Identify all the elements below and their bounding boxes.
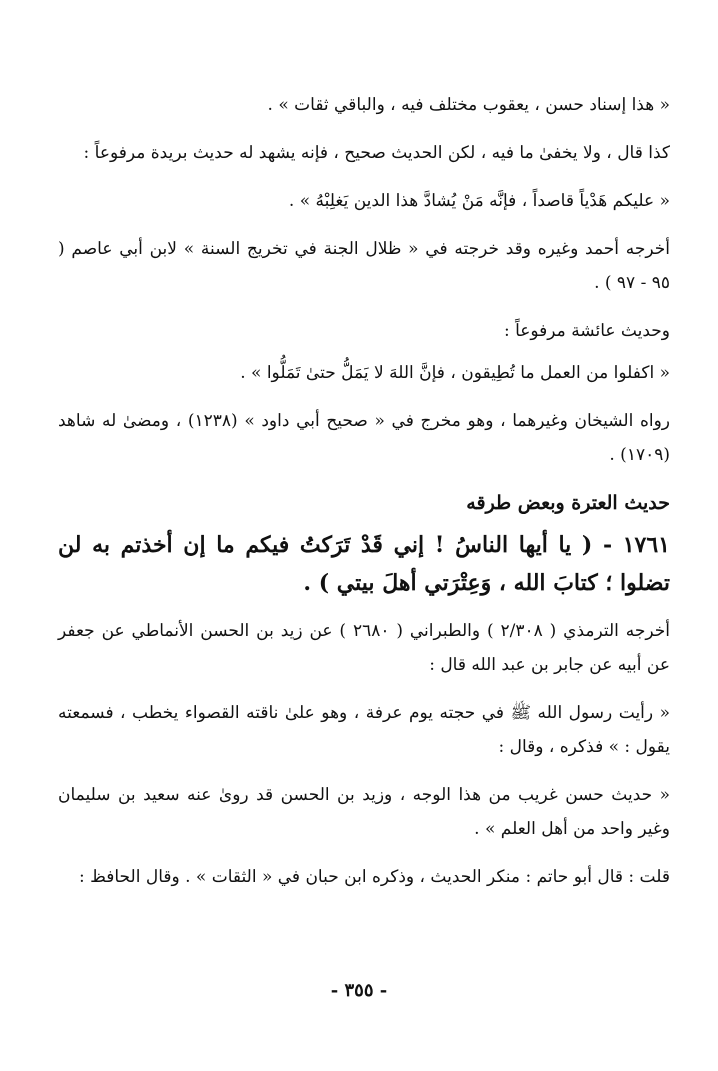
quote-isnad: « هذا إسناد حسن ، يعقوب مختلف فيه ، والباقي ثقات » . <box>267 95 670 115</box>
page-number: - ٣٥٥ - <box>330 980 388 1001</box>
hadith-text: ١٧٦١ - ( يا أيها الناسُ ! إني قَدْ تَرَكتُ فيكم ما إن أخذتم به لن تضلوا ؛ كتابَ الله ، وَعِتْرَتي أهلَ بيتي ) . <box>58 532 670 596</box>
page-body <box>58 88 670 908</box>
takhrij-tirmidhi: أخرجه الترمذي ( ٢/٣٠٨ ) والطبراني ( ٢٦٨٠ ) عن زيد بن الحسن الأنماطي عن جعفر عن أبيه عن جابر بن عبد الله قال : <box>58 621 670 675</box>
quote-tirmidhi-grading: « حديث حسن غريب من هذا الوجه ، وزيد بن الحسن قد روىٰ عنه سعيد بن سليمان وغير واحد من أهل العلم » . <box>58 785 670 839</box>
quote-jabir: « رأيت رسول الله ﷺ في حجته يوم عرفة ، وهو علىٰ ناقته القصواء يخطب ، فسمعته يقول : » فذكره ، وقال : <box>58 703 670 757</box>
commentary-paragraph: كذا قال ، ولا يخفىٰ ما فيه ، لكن الحديث صحيح ، فإنه يشهد له حديث بريدة مرفوعاً : <box>83 143 670 163</box>
quote-hadith-aisha: « اكفلوا من العمل ما تُطِيقون ، فإنَّ اللهَ لا يَمَلُّ حتىٰ تَمَلُّوا » . <box>240 363 670 383</box>
riwayah-paragraph: رواه الشيخان وغيرهما ، وهو مخرج في « صحيح أبي داود » (١٢٣٨) ، ومضىٰ له شاهد (١٧٠٩) . <box>58 411 670 465</box>
takhrij-paragraph: أخرجه أحمد وغيره وقد خرجته في « ظلال الجنة في تخريج السنة » لابن أبي عاصم ( ٩٥ - ٩٧ ) . <box>58 239 670 293</box>
quote-hadith-buraydah: « عليكم هَدْياً قاصداً ، فإنَّه مَنْ يُشادَّ هذا الدين يَغلِبْهُ » . <box>288 191 670 211</box>
section-heading: حديث العترة وبعض طرقه <box>466 492 670 514</box>
aisha-intro: وحديث عائشة مرفوعاً : <box>503 321 670 341</box>
author-note: قلت : قال أبو حاتم : منكر الحديث ، وذكره ابن حبان في « الثقات » . وقال الحافظ : <box>78 867 670 887</box>
